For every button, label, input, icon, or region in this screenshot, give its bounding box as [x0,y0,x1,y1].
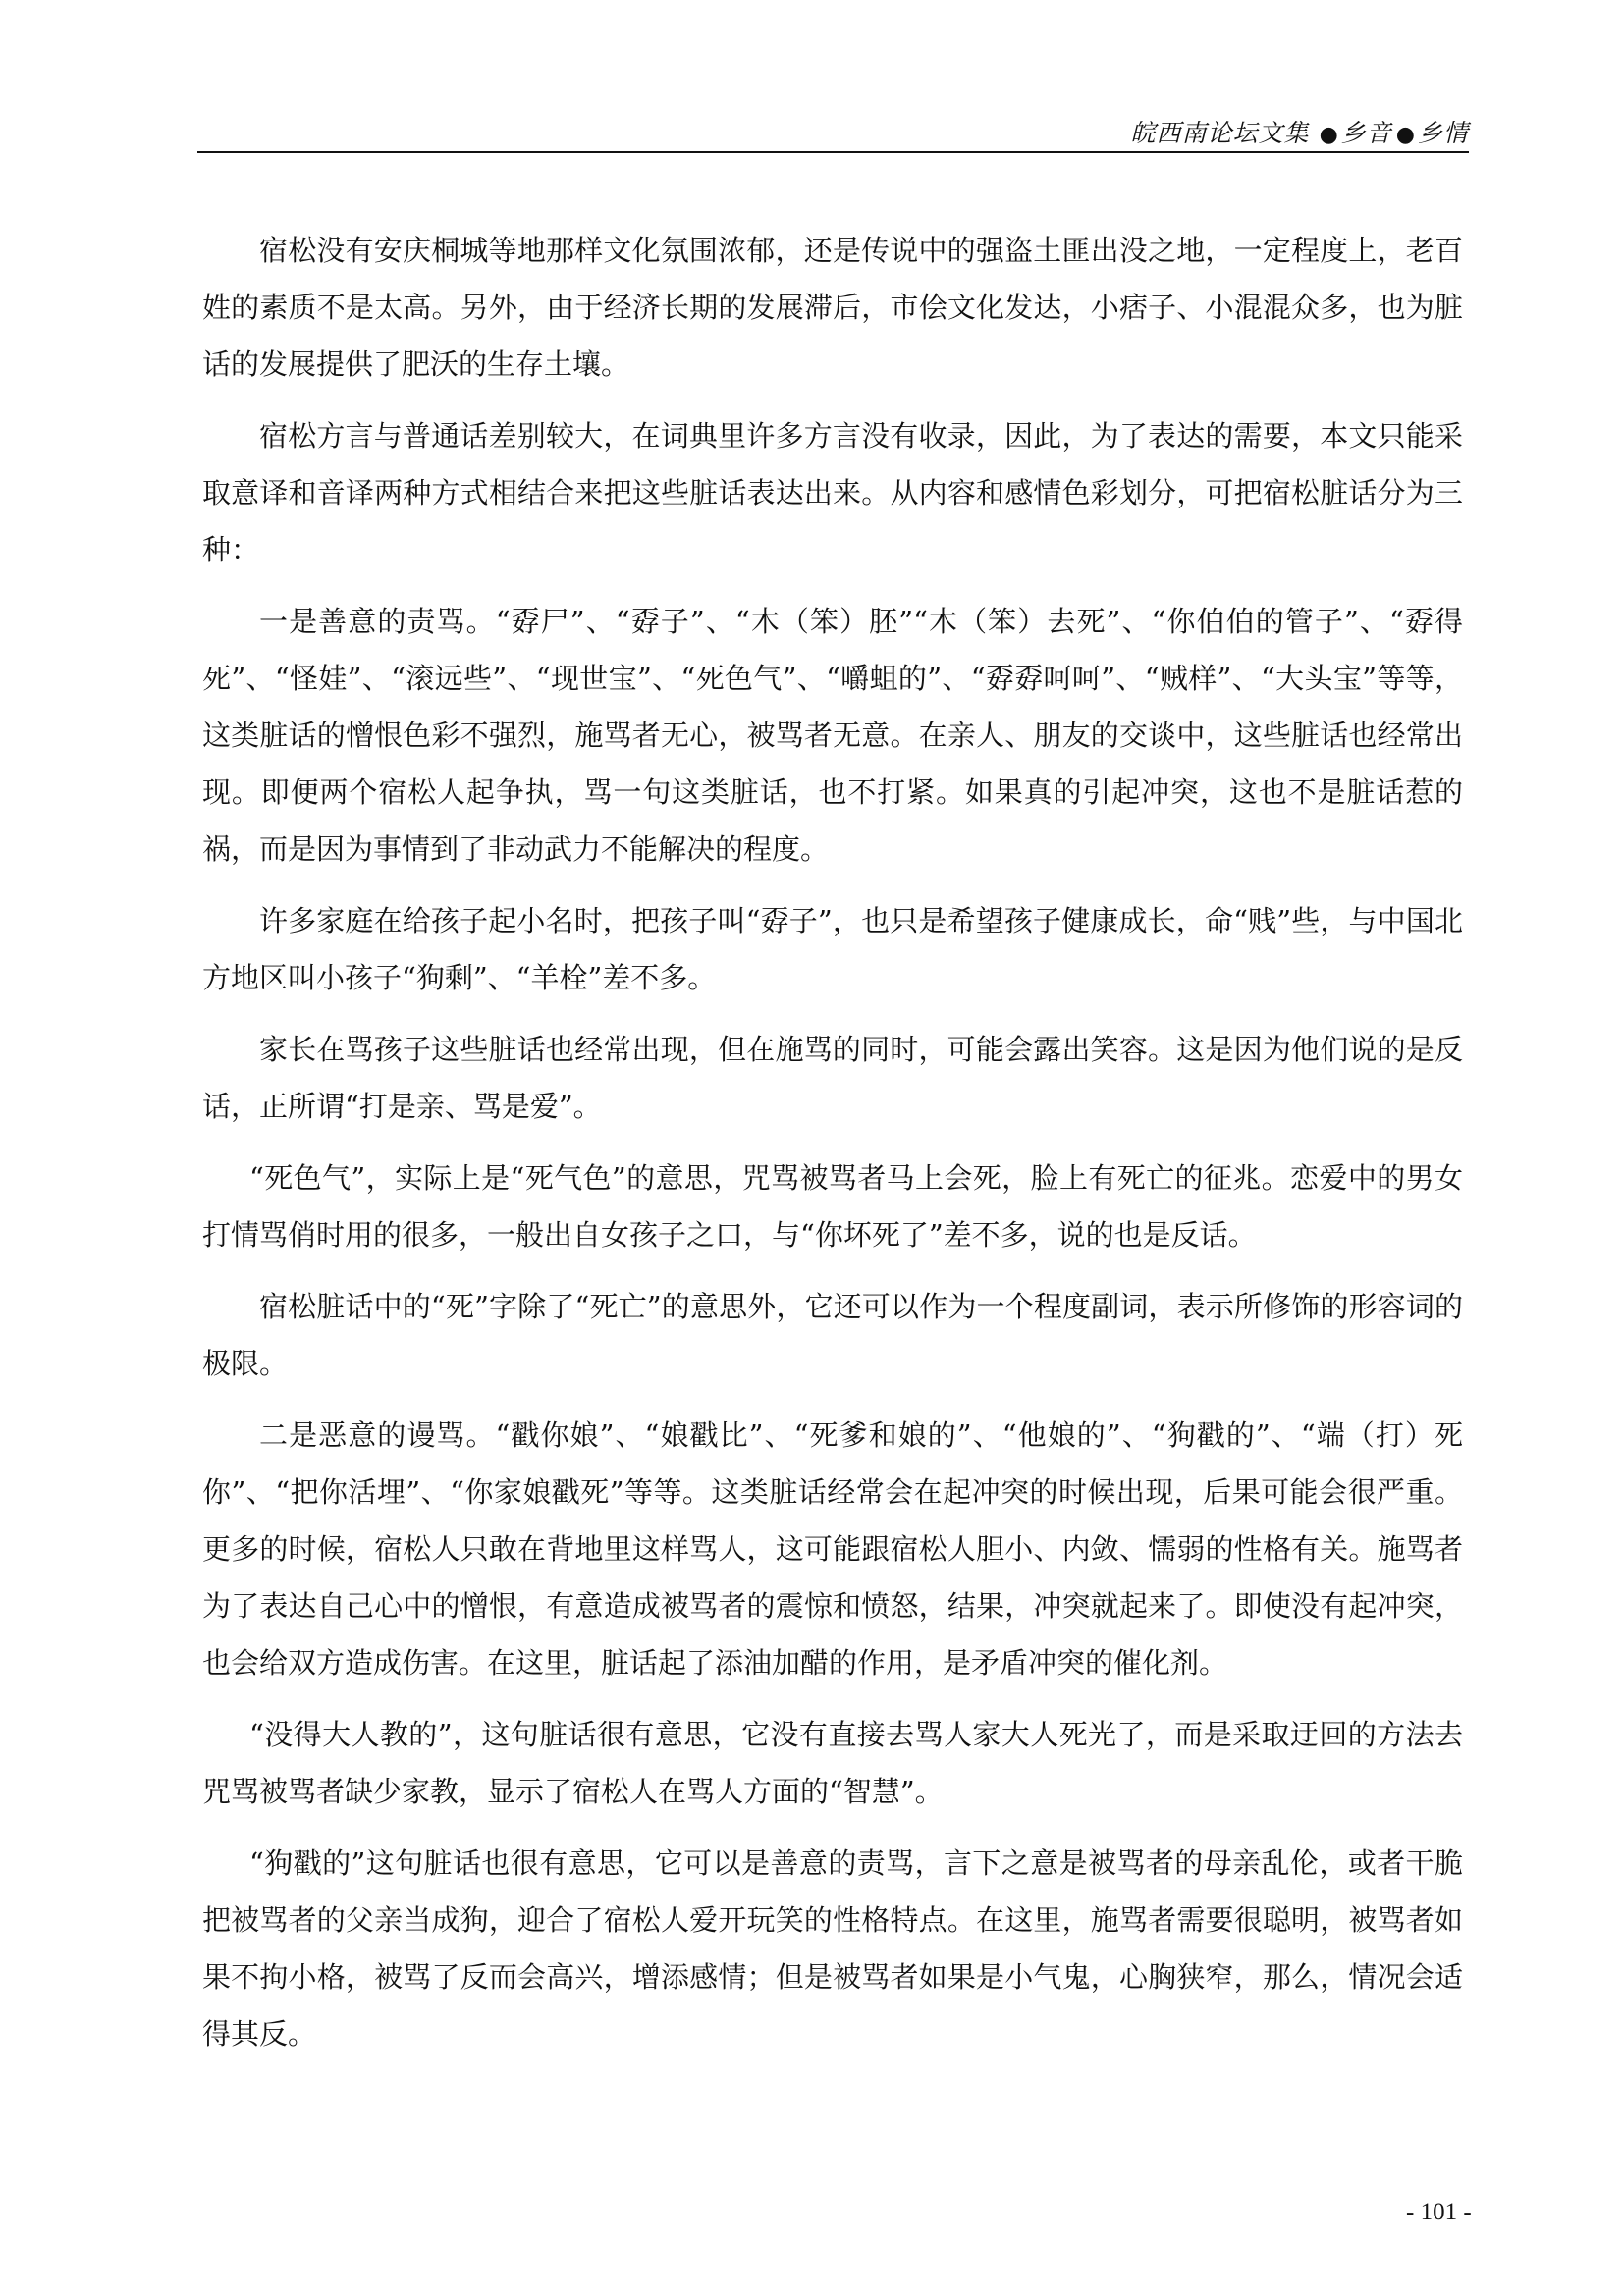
paragraph: 二是恶意的谩骂。“戳你娘”、“娘戳比”、“死爹和娘的”、“他娘的”、“狗戳的”、“端（打）死你”、“把你活埋”、“你家娘戳死”等等。这类脏话经常会在起冲突的时候出现，后果可能会很严重。更多的时候，宿松人只敢在背地里这样骂人，这可能跟宿松人胆小、内敛、懦弱的性格有关。施骂者为了表达自己心中的憎恨，有意造成被骂者的震惊和愤怒，结果，冲突就起来了。即使没有起冲突，也会给双方造成伤害。在这里，脏话起了添油加醋的作用，是矛盾冲突的催化剂。 [202,1418,1463,1680]
article-body [202,222,1463,2077]
header-text [1131,114,1469,149]
paragraph: 宿松脏话中的“死”字除了“死亡”的意思外，它还可以作为一个程度副词，表示所修饰的形容词的极限。 [202,1290,1463,1380]
paragraph: 宿松方言与普通话差别较大，在词典里许多方言没有收录，因此，为了表达的需要，本文只能采取意译和音译两种方式相结合来把这些脏话表达出来。从内容和感情色彩划分，可把宿松脏话分为三种： [202,419,1463,566]
header-section-one: 乡音 [1340,119,1392,147]
header-bullet-icon: ● [1395,123,1416,147]
running-header [197,108,1469,151]
page-number: - 101 - [1406,2199,1472,2225]
header-rule [197,151,1469,153]
paragraph: 宿松没有安庆桐城等地那样文化氛围浓郁，还是传说中的强盗土匪出没之地，一定程度上，老百姓的素质不是太高。另外，由于经济长期的发展滞后，市侩文化发达，小痞子、小混混众多，也为脏话的发展提供了肥沃的生存土壤。 [202,234,1463,381]
paragraph: 许多家庭在给孩子起小名时，把孩子叫“孬子”，也只是希望孩子健康成长，命“贱”些，与中国北方地区叫小孩子“狗剩”、“羊栓”差不多。 [202,904,1463,994]
paragraph: 一是善意的责骂。“孬尸”、“孬子”、“木（笨）胚”“木（笨）去死”、“你伯伯的管子”、“孬得死”、“怪娃”、“滚远些”、“现世宝”、“死色气”、“嚼蛆的”、“孬孬呵呵”、“贼样”、“大头宝”等等，这类脏话的憎恨色彩不强烈，施骂者无心，被骂者无意。在亲人、朋友的交谈中，这些脏话也经常出现。即便两个宿松人起争执，骂一句这类脏话，也不打紧。如果真的引起冲突，这也不是脏话惹的祸，而是因为事情到了非动武力不能解决的程度。 [202,605,1463,866]
header-collection-title: 皖西南论坛文集 [1130,119,1310,147]
paragraph: “没得大人教的”，这句脏话很有意思，它没有直接去骂人家大人死光了，而是采取迂回的方法去咒骂被骂者缺少家教，显示了宿松人在骂人方面的“智慧”。 [202,1718,1463,1808]
paragraph: “死色气”，实际上是“死气色”的意思，咒骂被骂者马上会死，脸上有死亡的征兆。恋爱中的男女打情骂俏时用的很多，一般出自女孩子之口，与“你坏死了”差不多，说的也是反话。 [202,1161,1463,1252]
header-section-two: 乡情 [1417,119,1469,147]
header-bullet-icon: ● [1319,123,1339,147]
paragraph: “狗戳的”这句脏话也很有意思，它可以是善意的责骂，言下之意是被骂者的母亲乱伦，或者干脆把被骂者的父亲当成狗，迎合了宿松人爱开玩笑的性格特点。在这里，施骂者需要很聪明，被骂者如果不拘小格，被骂了反而会高兴，增添感情；但是被骂者如果是小气鬼，心胸狭窄，那么，情况会适得其反。 [202,1846,1463,2051]
paragraph: 家长在骂孩子这些脏话也经常出现，但在施骂的同时，可能会露出笑容。这是因为他们说的是反话，正所谓“打是亲、骂是爱”。 [202,1033,1463,1123]
